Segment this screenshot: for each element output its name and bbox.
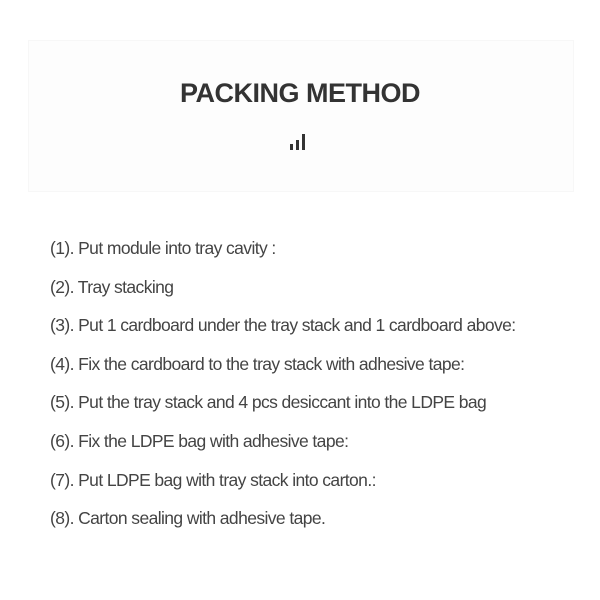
signal-bars-icon (290, 134, 308, 150)
list-item: (7). Put LDPE bag with tray stack into carton.: (50, 469, 376, 490)
page-title: PACKING METHOD (180, 78, 420, 108)
list-item: (3). Put 1 cardboard under the tray stack and 1 cardboard above: (50, 315, 516, 336)
list-item: (8). Carton sealing with adhesive tape. (50, 508, 326, 529)
faded-background-image (28, 40, 574, 192)
list-item: (5). Put the tray stack and 4 pcs desiccant into the LDPE bag (50, 392, 487, 413)
packing-steps-list (50, 229, 516, 538)
list-item: (1). Put module into tray cavity : (50, 238, 276, 258)
list-item: (6). Fix the LDPE bag with adhesive tape: (50, 430, 349, 451)
list-item: (2). Tray stacking (50, 276, 174, 297)
list-item: (4). Fix the cardboard to the tray stack with adhesive tape: (50, 353, 465, 374)
